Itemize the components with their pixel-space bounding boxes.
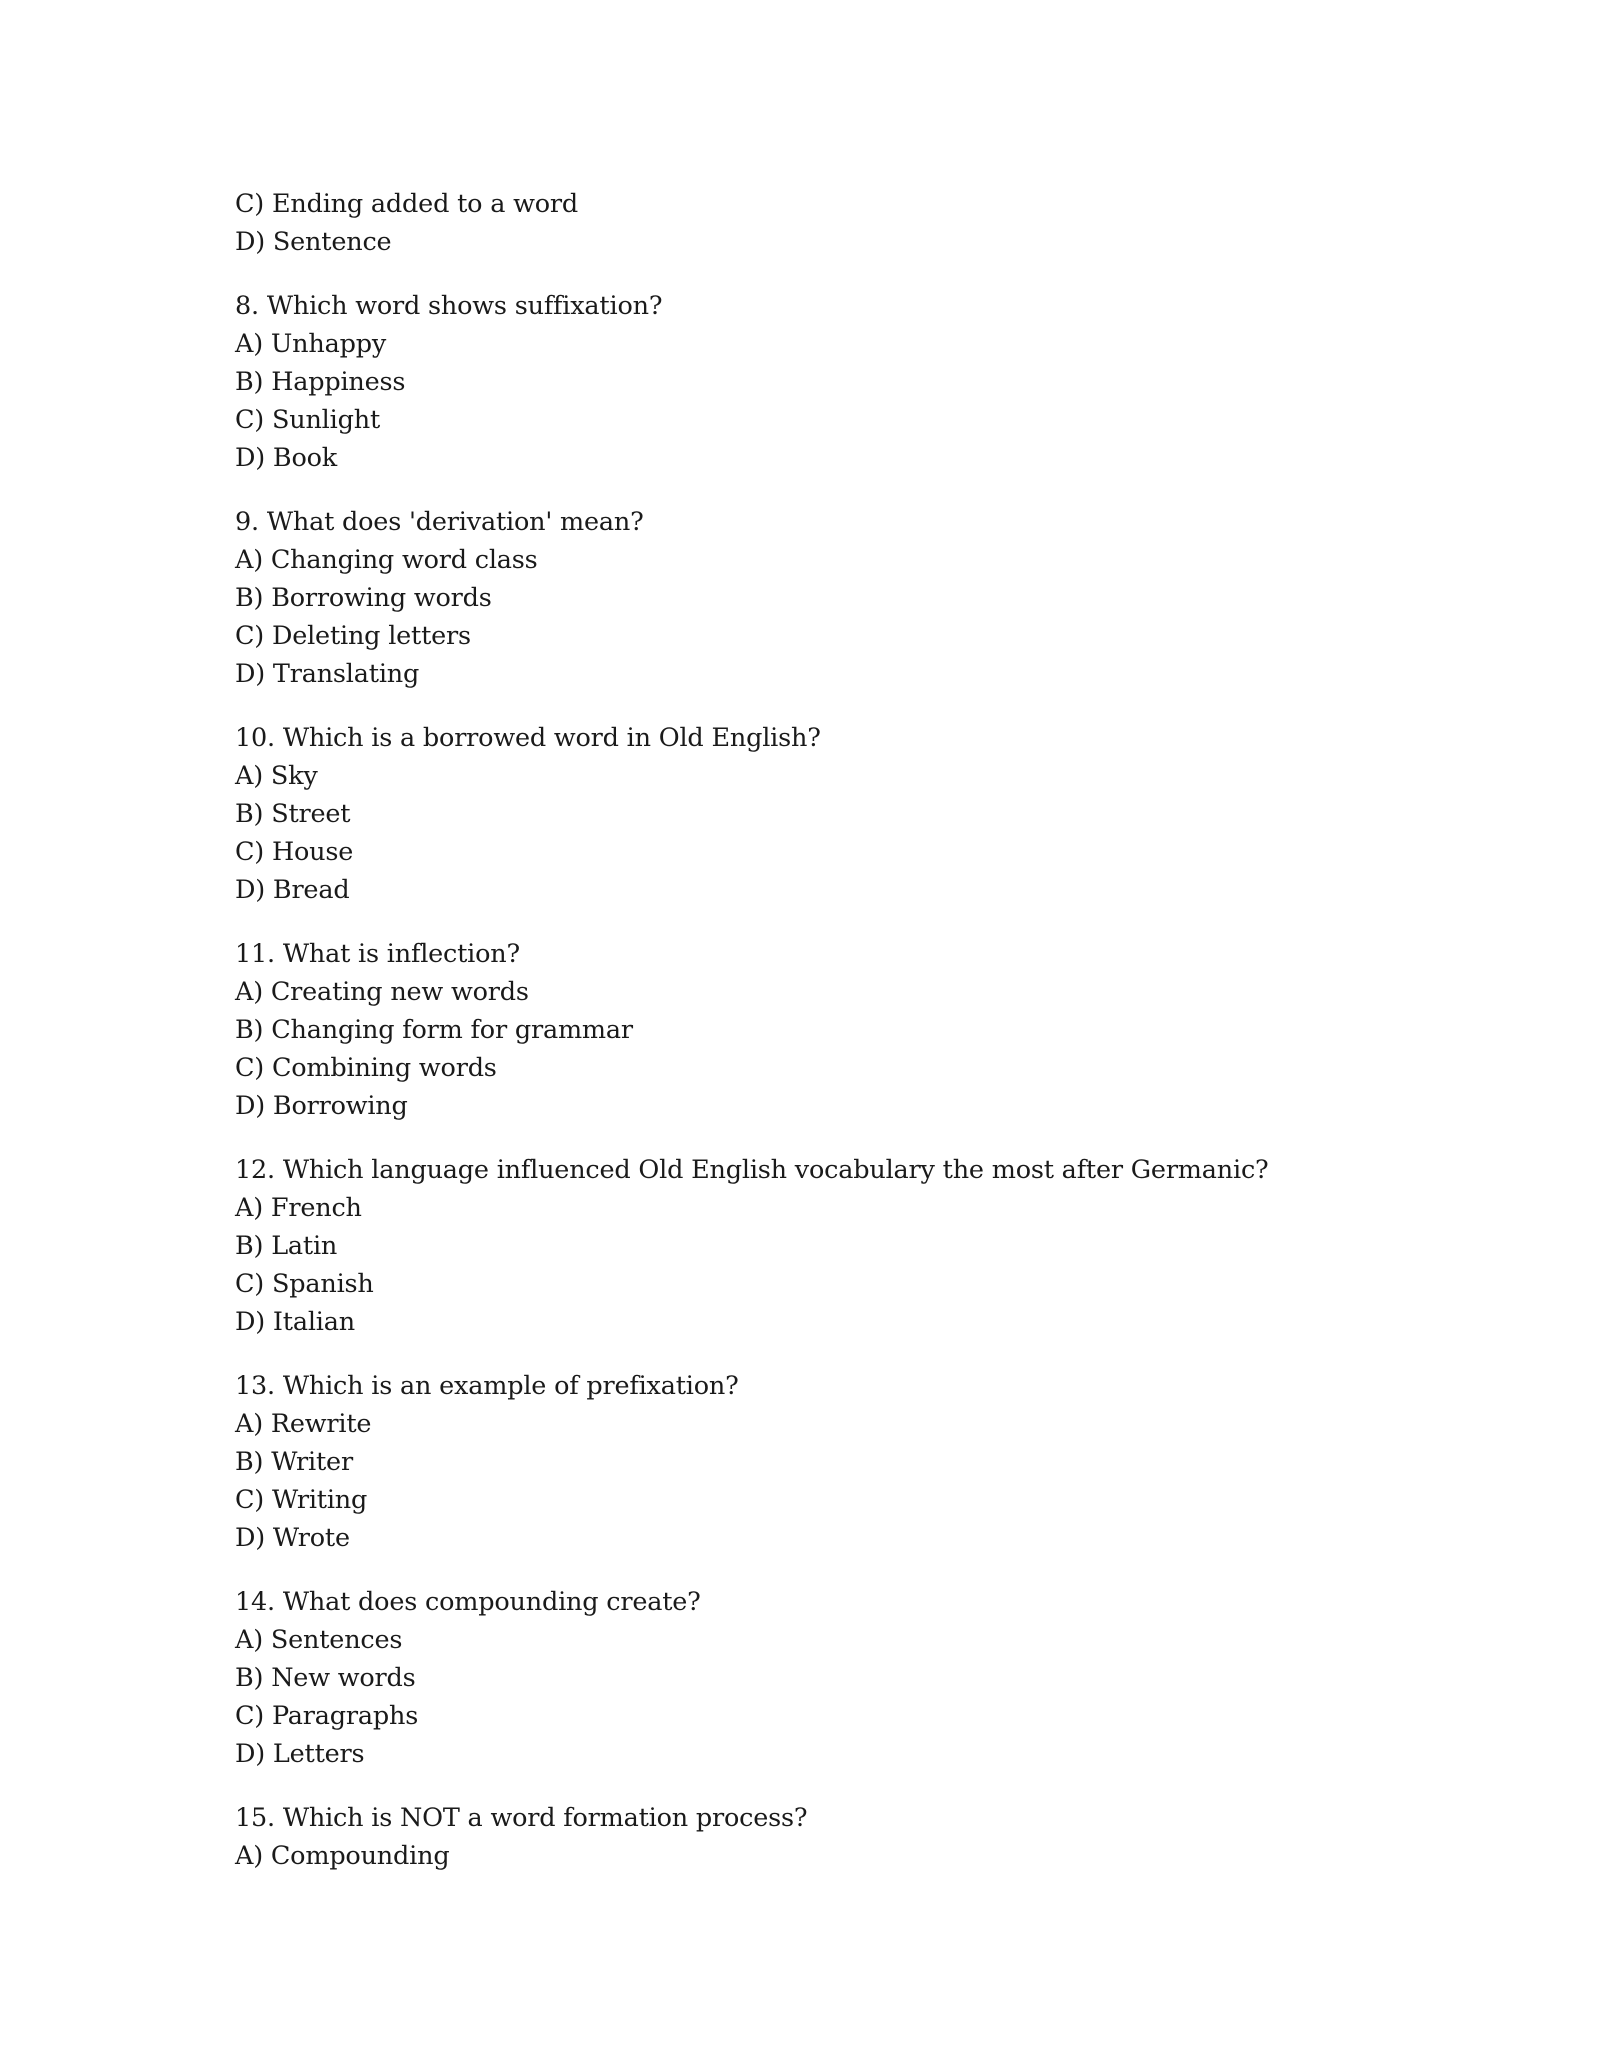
question-block-13 xyxy=(235,1367,1435,1557)
option-d: D) Sentence xyxy=(235,227,392,257)
question-text: 8. Which word shows suffixation? xyxy=(235,291,663,321)
option-c: C) Writing xyxy=(235,1485,368,1515)
option-c: C) Combining words xyxy=(235,1053,497,1083)
option-a: A) Changing word class xyxy=(235,545,538,575)
option-a: A) Compounding xyxy=(235,1841,450,1871)
question-block-10 xyxy=(235,719,1435,909)
option-b: B) New words xyxy=(235,1663,416,1693)
option-d: D) Translating xyxy=(235,659,420,689)
option-a: A) Unhappy xyxy=(235,329,387,359)
question-block-14 xyxy=(235,1583,1435,1773)
question-text: 11. What is inflection? xyxy=(235,939,520,969)
question-text: 10. Which is a borrowed word in Old English? xyxy=(235,723,821,753)
option-a: A) Creating new words xyxy=(235,977,529,1007)
option-d: D) Letters xyxy=(235,1739,365,1769)
question-block-11 xyxy=(235,935,1435,1125)
question-text: 15. Which is NOT a word formation process? xyxy=(235,1803,808,1833)
question-text: 12. Which language influenced Old English vocabulary the most after Germanic? xyxy=(235,1155,1269,1185)
question-text: 9. What does 'derivation' mean? xyxy=(235,507,644,537)
option-a: A) Sky xyxy=(235,761,318,791)
option-c: C) Sunlight xyxy=(235,405,380,435)
option-c: C) Spanish xyxy=(235,1269,374,1299)
option-b: B) Borrowing words xyxy=(235,583,492,613)
option-c: C) Ending added to a word xyxy=(235,189,579,219)
option-d: D) Borrowing xyxy=(235,1091,408,1121)
question-block-7-continued xyxy=(235,185,1435,261)
question-block-12 xyxy=(235,1151,1435,1341)
option-b: B) Writer xyxy=(235,1447,353,1477)
question-text: 14. What does compounding create? xyxy=(235,1587,701,1617)
option-c: C) Paragraphs xyxy=(235,1701,419,1731)
option-a: A) Rewrite xyxy=(235,1409,372,1439)
question-block-15 xyxy=(235,1799,1435,1875)
option-d: D) Wrote xyxy=(235,1523,350,1553)
option-c: C) Deleting letters xyxy=(235,621,471,651)
option-b: B) Street xyxy=(235,799,351,829)
option-d: D) Bread xyxy=(235,875,350,905)
option-b: B) Latin xyxy=(235,1231,338,1261)
option-d: D) Italian xyxy=(235,1307,355,1337)
question-block-8 xyxy=(235,287,1435,477)
option-b: B) Happiness xyxy=(235,367,406,397)
option-a: A) Sentences xyxy=(235,1625,403,1655)
question-text: 13. Which is an example of prefixation? xyxy=(235,1371,739,1401)
option-d: D) Book xyxy=(235,443,337,473)
question-block-9 xyxy=(235,503,1435,693)
option-c: C) House xyxy=(235,837,354,867)
option-b: B) Changing form for grammar xyxy=(235,1015,633,1045)
quiz-content xyxy=(235,185,1435,1875)
option-a: A) French xyxy=(235,1193,362,1223)
